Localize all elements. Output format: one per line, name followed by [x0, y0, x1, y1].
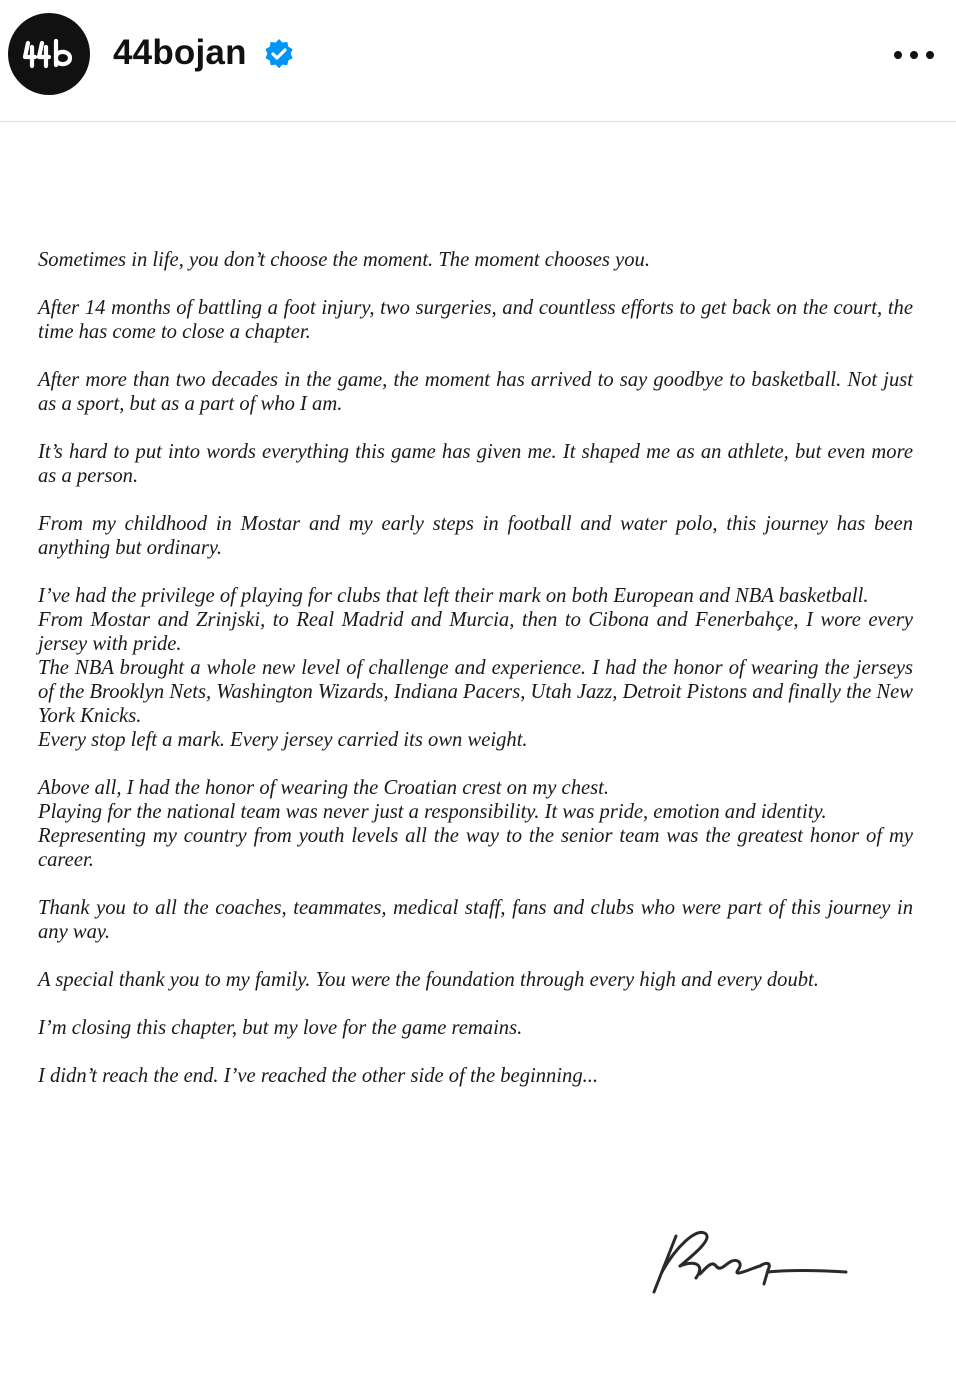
- more-options-icon: [926, 51, 934, 59]
- letter-paragraph: [38, 296, 913, 344]
- letter-line: After more than two decades in the game, the moment has arrived to say goodbye to basketball. Not just as a sport, but as a part of who I am.: [38, 369, 913, 415]
- letter-line: Thank you to all the coaches, teammates, medical staff, fans and clubs who were part of this journey in any way.: [38, 897, 913, 943]
- letter-line: Sometimes in life, you don’t choose the moment. The moment chooses you.: [38, 249, 650, 271]
- retirement-letter: [38, 248, 913, 1112]
- letter-line: From my childhood in Mostar and my early steps in football and water polo, this journey has been anything but ordinary.: [38, 513, 913, 559]
- username[interactable]: 44bojan: [113, 33, 247, 72]
- letter-line: From Mostar and Zrinjski, to Real Madrid and Murcia, then to Cibona and Fenerbahçe, I wore every jersey with pride.: [38, 609, 913, 655]
- letter-paragraph: [38, 512, 913, 560]
- letter-paragraph: [38, 968, 913, 992]
- avatar-logo-icon: [8, 13, 90, 95]
- post-header: [0, 0, 956, 122]
- letter-paragraph: [38, 248, 913, 272]
- verified-badge-icon: [262, 38, 296, 72]
- letter-line: Above all, I had the honor of wearing the Croatian crest on my chest.: [38, 777, 610, 799]
- more-options-button[interactable]: [888, 38, 940, 72]
- avatar[interactable]: [8, 13, 90, 95]
- more-options-icon: [910, 51, 918, 59]
- letter-line: Every stop left a mark. Every jersey carried its own weight.: [38, 729, 528, 751]
- signature-image: [640, 1220, 855, 1300]
- letter-paragraph: [38, 440, 913, 488]
- letter-paragraph: [38, 1064, 913, 1088]
- letter-line: I’ve had the privilege of playing for clubs that left their mark on both European and NBA basketball.: [38, 585, 869, 607]
- letter-line: Representing my country from youth levels all the way to the senior team was the greatest honor of my career.: [38, 825, 913, 871]
- letter-line: Playing for the national team was never just a responsibility. It was pride, emotion and identity.: [38, 801, 827, 823]
- letter-paragraph: [38, 896, 913, 944]
- letter-line: A special thank you to my family. You were the foundation through every high and every doubt.: [38, 969, 819, 991]
- letter-paragraph: [38, 584, 913, 752]
- letter-line: It’s hard to put into words everything this game has given me. It shaped me as an athlete, but even more as a person.: [38, 441, 913, 487]
- letter-line: The NBA brought a whole new level of challenge and experience. I had the honor of wearing the jerseys of the Brooklyn Nets, Washington Wizards, Indiana Pacers, Utah Jazz, Detroit Pistons and finally the New York Knicks.: [38, 657, 914, 727]
- letter-line: I didn’t reach the end. I’ve reached the other side of the beginning...: [38, 1065, 599, 1087]
- more-options-icon: [894, 51, 902, 59]
- letter-paragraph: [38, 368, 913, 416]
- letter-paragraph: [38, 776, 913, 872]
- letter-paragraph: [38, 1016, 913, 1040]
- letter-line: I’m closing this chapter, but my love for the game remains.: [38, 1017, 523, 1039]
- letter-line: After 14 months of battling a foot injury, two surgeries, and countless efforts to get back on the court, the time has come to close a chapter.: [38, 297, 913, 343]
